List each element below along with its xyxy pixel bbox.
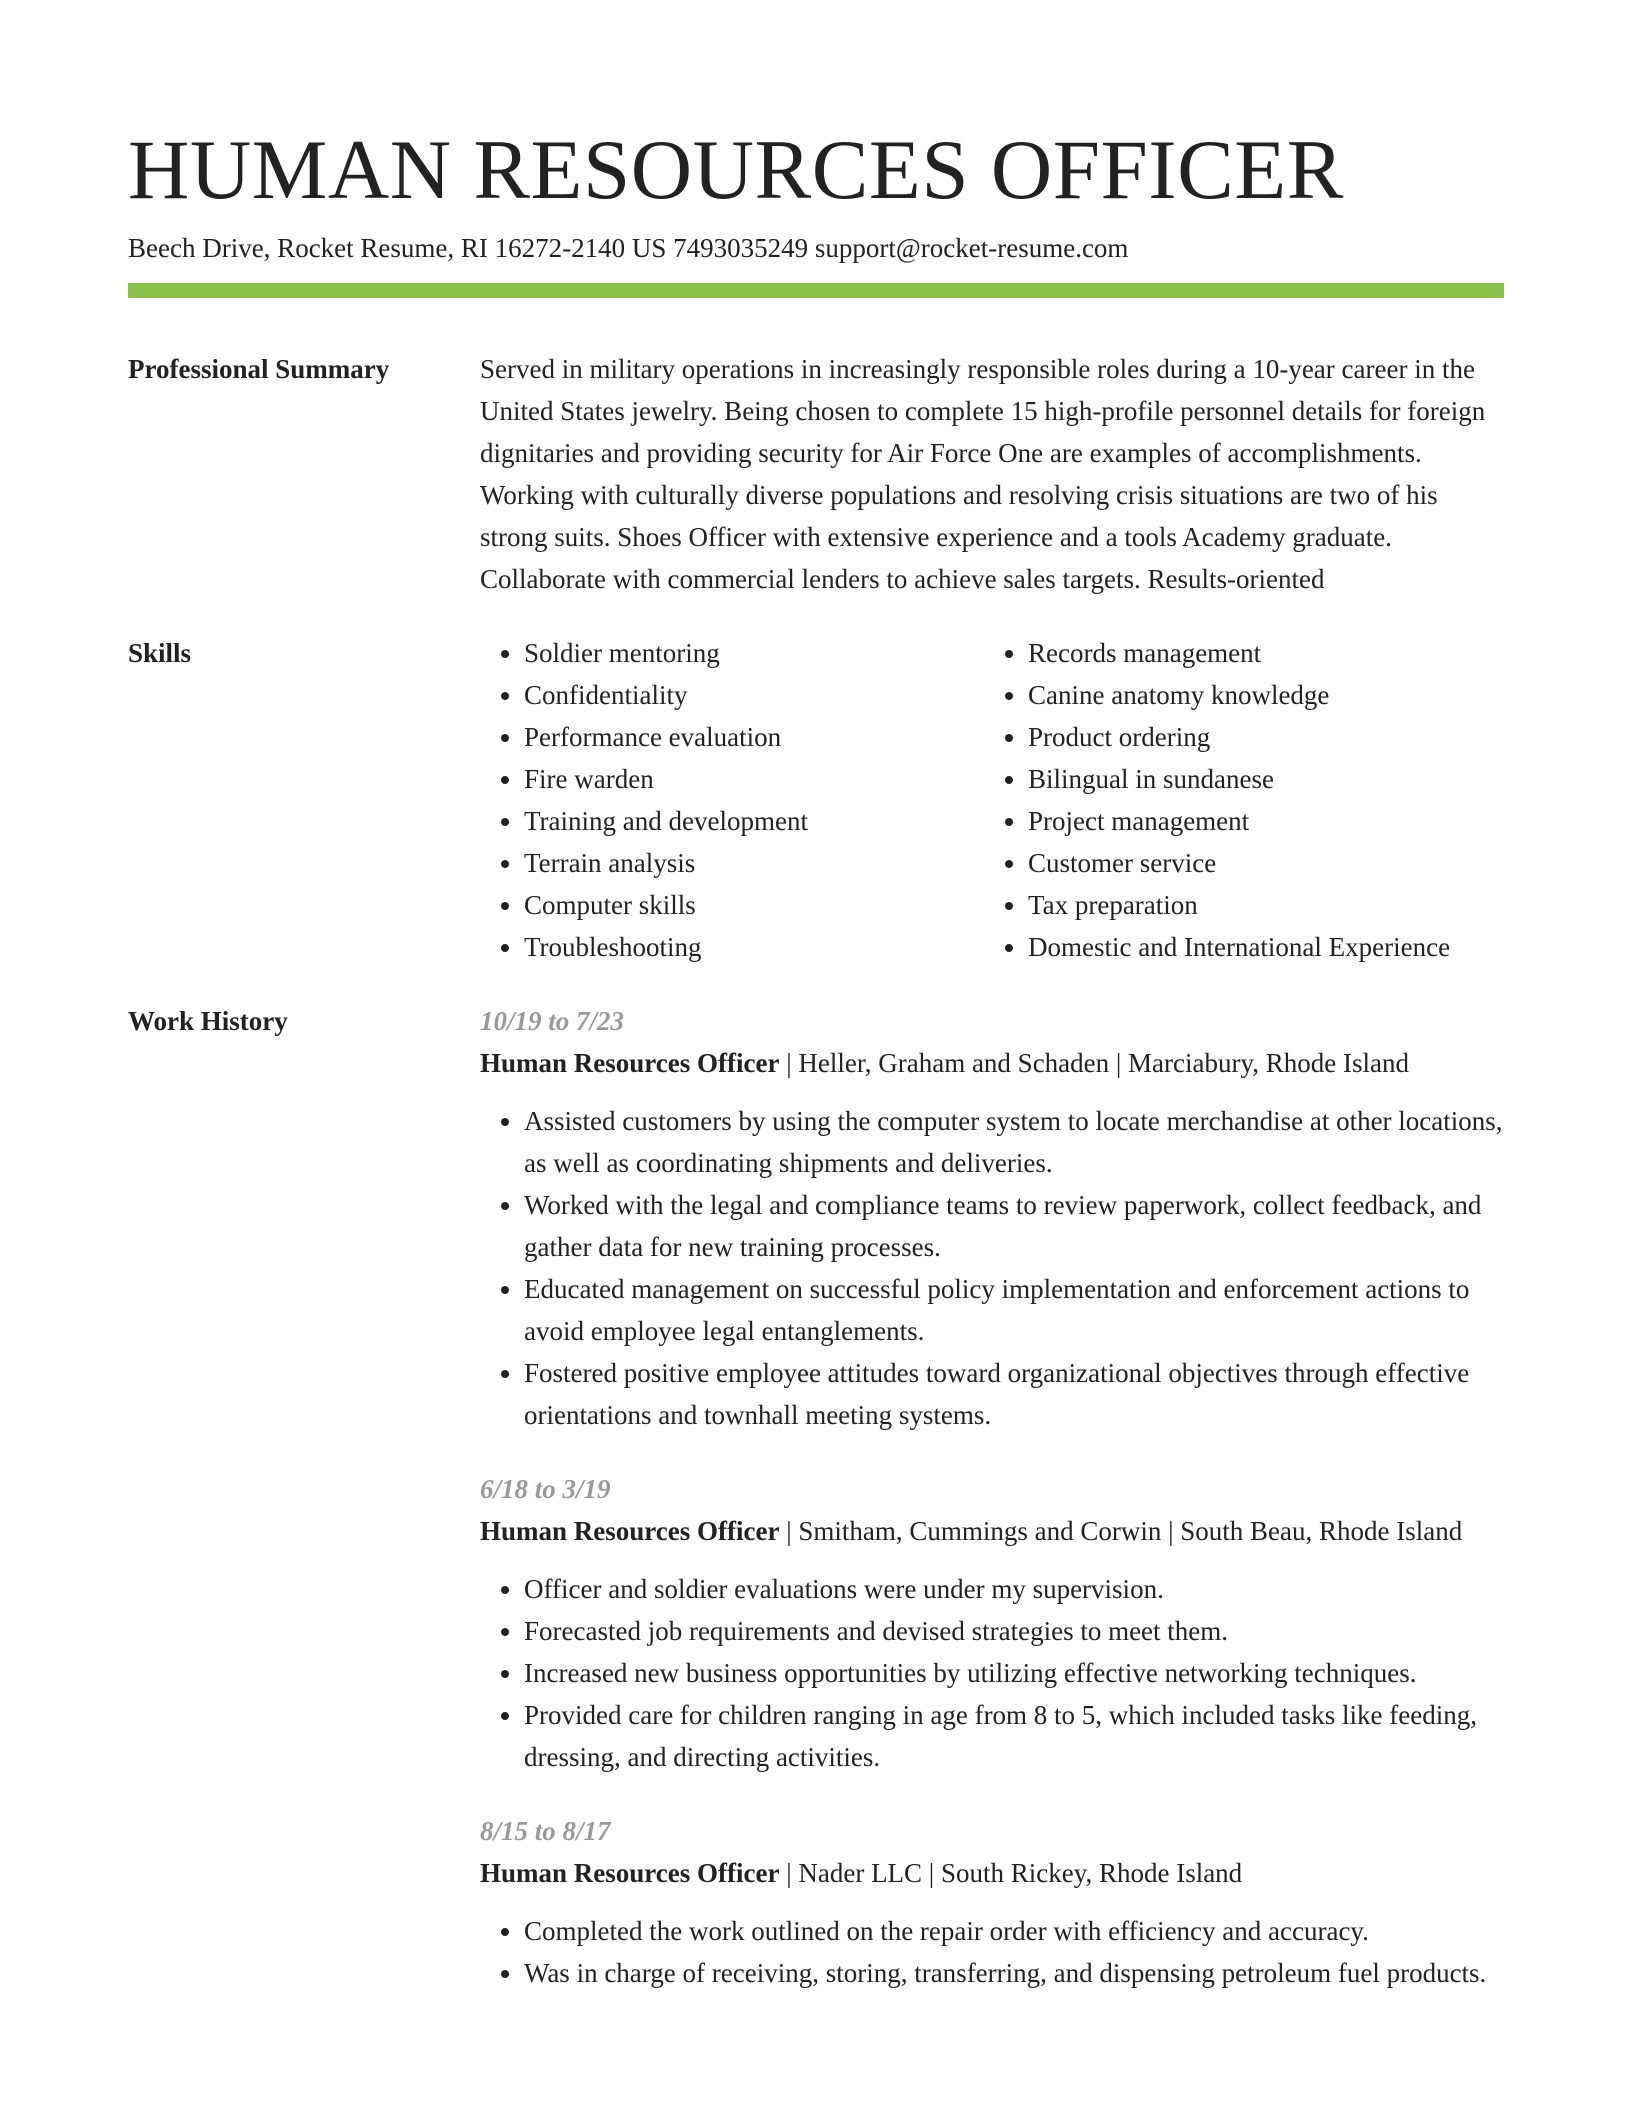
skill-item: • Customer service (1028, 842, 1488, 884)
job-header (480, 1510, 1504, 1552)
job-entry (480, 1000, 1504, 1436)
job-bullets (480, 1568, 1504, 1778)
accent-divider (128, 283, 1504, 298)
skill-item: • Fire warden (524, 758, 984, 800)
job-employer-location: | Nader LLC | South Rickey, Rhode Island (779, 1858, 1243, 1888)
job-bullet: • Increased new business opportunities by utilizing effective networking techniques. (524, 1652, 1504, 1694)
skill-item: • Training and development (524, 800, 984, 842)
jobs-list (480, 1000, 1504, 2026)
skills-section (128, 632, 1504, 968)
work-history-section (128, 1000, 1504, 2026)
section-title-skills: Skills (128, 638, 192, 668)
skill-item: • Bilingual in sundanese (1028, 758, 1488, 800)
job-employer-location: | Smitham, Cummings and Corwin | South Beau, Rhode Island (779, 1516, 1463, 1546)
skill-item: • Troubleshooting (524, 926, 984, 968)
skill-item: • Canine anatomy knowledge (1028, 674, 1488, 716)
skill-item: • Tax preparation (1028, 884, 1488, 926)
job-title: Human Resources Officer (480, 1516, 780, 1546)
contact-info: Beech Drive, Rocket Resume, RI 16272-2140 US 7493035249 support@rocket-resume.com (128, 233, 1129, 263)
job-bullet: • Educated management on successful policy implementation and enforcement actions to avoid employee legal entanglements. (524, 1268, 1504, 1352)
skill-item: • Confidentiality (524, 674, 984, 716)
job-bullet: • Forecasted job requirements and devised strategies to meet them. (524, 1610, 1504, 1652)
job-title: Human Resources Officer (480, 1858, 780, 1888)
job-dates: 6/18 to 3/19 (480, 1474, 611, 1504)
job-dates: 8/15 to 8/17 (480, 1816, 611, 1846)
skills-list-left (480, 632, 984, 968)
summary-text: Served in military operations in increasingly responsible roles during a 10-year career in the United States jewelry. Being chosen to complete 15 high-profile personnel details for foreign dignitaries and providing security for Air Force One are examples of accomplishments. Working with culturally diverse populations and resolving crisis situations are two of his strong suits. Shoes Officer with extensive experience and a tools Academy graduate. Collaborate with commercial lenders to achieve sales targets. Results-oriented (480, 354, 1486, 594)
skill-item: • Domestic and International Experience (1028, 926, 1488, 968)
job-bullet: • Fostered positive employee attitudes toward organizational objectives through effective orientations and townhall meeting systems. (524, 1352, 1504, 1436)
job-bullets (480, 1910, 1504, 1994)
job-bullets (480, 1100, 1504, 1436)
skill-item: • Computer skills (524, 884, 984, 926)
page-title: HUMAN RESOURCES OFFICER (128, 123, 1344, 217)
resume-page (128, 120, 1504, 2026)
job-dates: 10/19 to 7/23 (480, 1006, 625, 1036)
skills-list-right (984, 632, 1488, 968)
skill-item: • Terrain analysis (524, 842, 984, 884)
skill-item: • Project management (1028, 800, 1488, 842)
job-header (480, 1042, 1504, 1084)
job-bullet: • Was in charge of receiving, storing, transferring, and dispensing petroleum fuel products. (524, 1952, 1504, 1994)
skill-item: • Product ordering (1028, 716, 1488, 758)
job-title: Human Resources Officer (480, 1048, 780, 1078)
summary-section (128, 348, 1504, 600)
job-header (480, 1852, 1504, 1894)
job-bullet: • Provided care for children ranging in age from 8 to 5, which included tasks like feeding, dressing, and directing activities. (524, 1694, 1504, 1778)
job-bullet: • Officer and soldier evaluations were under my supervision. (524, 1568, 1504, 1610)
job-bullet: • Assisted customers by using the computer system to locate merchandise at other locations, as well as coordinating shipments and deliveries. (524, 1100, 1504, 1184)
skills-grid (480, 632, 1504, 968)
section-title-work: Work History (128, 1006, 288, 1036)
section-title-summary: Professional Summary (128, 354, 390, 384)
skill-item: • Records management (1028, 632, 1488, 674)
job-bullet: • Worked with the legal and compliance teams to review paperwork, collect feedback, and gather data for new training processes. (524, 1184, 1504, 1268)
job-entry (480, 1810, 1504, 1994)
job-employer-location: | Heller, Graham and Schaden | Marciabury, Rhode Island (779, 1048, 1409, 1078)
skill-item: • Performance evaluation (524, 716, 984, 758)
job-bullet: • Completed the work outlined on the repair order with efficiency and accuracy. (524, 1910, 1504, 1952)
job-entry (480, 1468, 1504, 1778)
skill-item: • Soldier mentoring (524, 632, 984, 674)
